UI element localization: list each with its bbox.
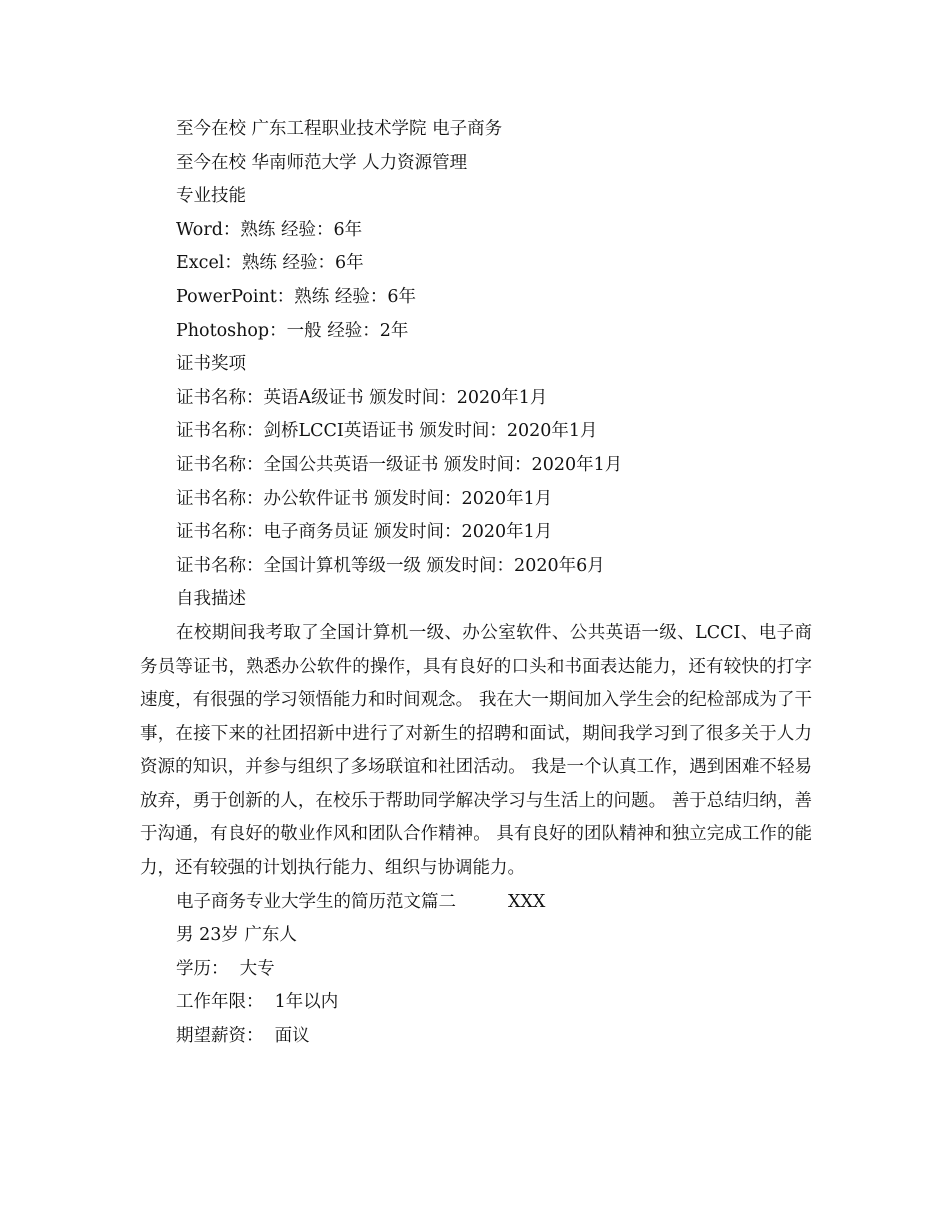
expected-salary-label: 期望薪资： (176, 1026, 264, 1047)
certificate-entry: 证书名称：剑桥LCCI英语证书 颁发时间：2020年1月 (176, 421, 598, 442)
document-body (140, 113, 812, 1054)
candidate-basic-info: 男 23岁 广东人 (176, 925, 297, 946)
candidate-name: XXX (508, 891, 546, 912)
work-years-value: 1年以内 (274, 992, 339, 1013)
skill-entry: Photoshop：一般 经验：2年 (176, 320, 409, 341)
education-entry: 至今在校 广东工程职业技术学院 电子商务 (176, 119, 503, 139)
work-years-line (140, 986, 812, 1020)
expected-salary-value: 面议 (274, 1026, 310, 1047)
certificate-entry: 证书名称：全国公共英语一级证书 颁发时间：2020年1月 (176, 454, 623, 475)
education-level-line (140, 953, 812, 987)
skills-heading: 专业技能 (176, 186, 246, 207)
education-level-label: 学历： (176, 958, 229, 979)
skill-entry: Word：熟练 经验：6年 (176, 219, 363, 240)
self-description-paragraph: 在校期间我考取了全国计算机一级、办公室软件、公共英语一级、LCCI、电子商务员等证书，熟悉办公软件的操作，具有良好的口头和书面表达能力，还有较快的打字速度，有很强的学习领悟能力和时间观念。 我在大一期间加入学生会的纪检部成为了干事，在接下来的社团招新中进行了对新生的招聘和面试，期间我学习到了很多关于人力资源的知识，并参与组织了多场联谊和社团活动。 我是一个认真工作，遇到困难不轻易放弃，勇于创新的人，在校乐于帮助同学解决学习与生活上的问题。 善于总结归纳，善于沟通，有良好的敬业作风和团队合作精神。 具有良好的团队精神和独立完成工作的能力，还有较强的计划执行能力、组织与协调能力。 (140, 622, 812, 879)
skill-entry: Excel：熟练 经验：6年 (176, 253, 364, 274)
education-level-value: 大专 (239, 958, 275, 979)
skill-entry: PowerPoint：熟练 经验：6年 (176, 286, 417, 307)
second-resume-title: 电子商务专业大学生的简历范文篇二 (176, 891, 456, 912)
education-entry: 至今在校 华南师范大学 人力资源管理 (176, 152, 468, 173)
self-description-heading: 自我描述 (176, 589, 246, 610)
certificate-entry: 证书名称：电子商务员证 颁发时间：2020年1月 (176, 522, 553, 543)
expected-salary-line (140, 1020, 812, 1054)
work-years-label: 工作年限： (176, 992, 264, 1013)
certificate-entry: 证书名称：全国计算机等级一级 颁发时间：2020年6月 (176, 555, 605, 576)
certificates-heading: 证书奖项 (176, 354, 246, 375)
certificate-entry: 证书名称：办公软件证书 颁发时间：2020年1月 (176, 488, 553, 509)
certificate-entry: 证书名称：英语A级证书 颁发时间：2020年1月 (176, 387, 548, 408)
second-resume-title-line (140, 886, 812, 920)
